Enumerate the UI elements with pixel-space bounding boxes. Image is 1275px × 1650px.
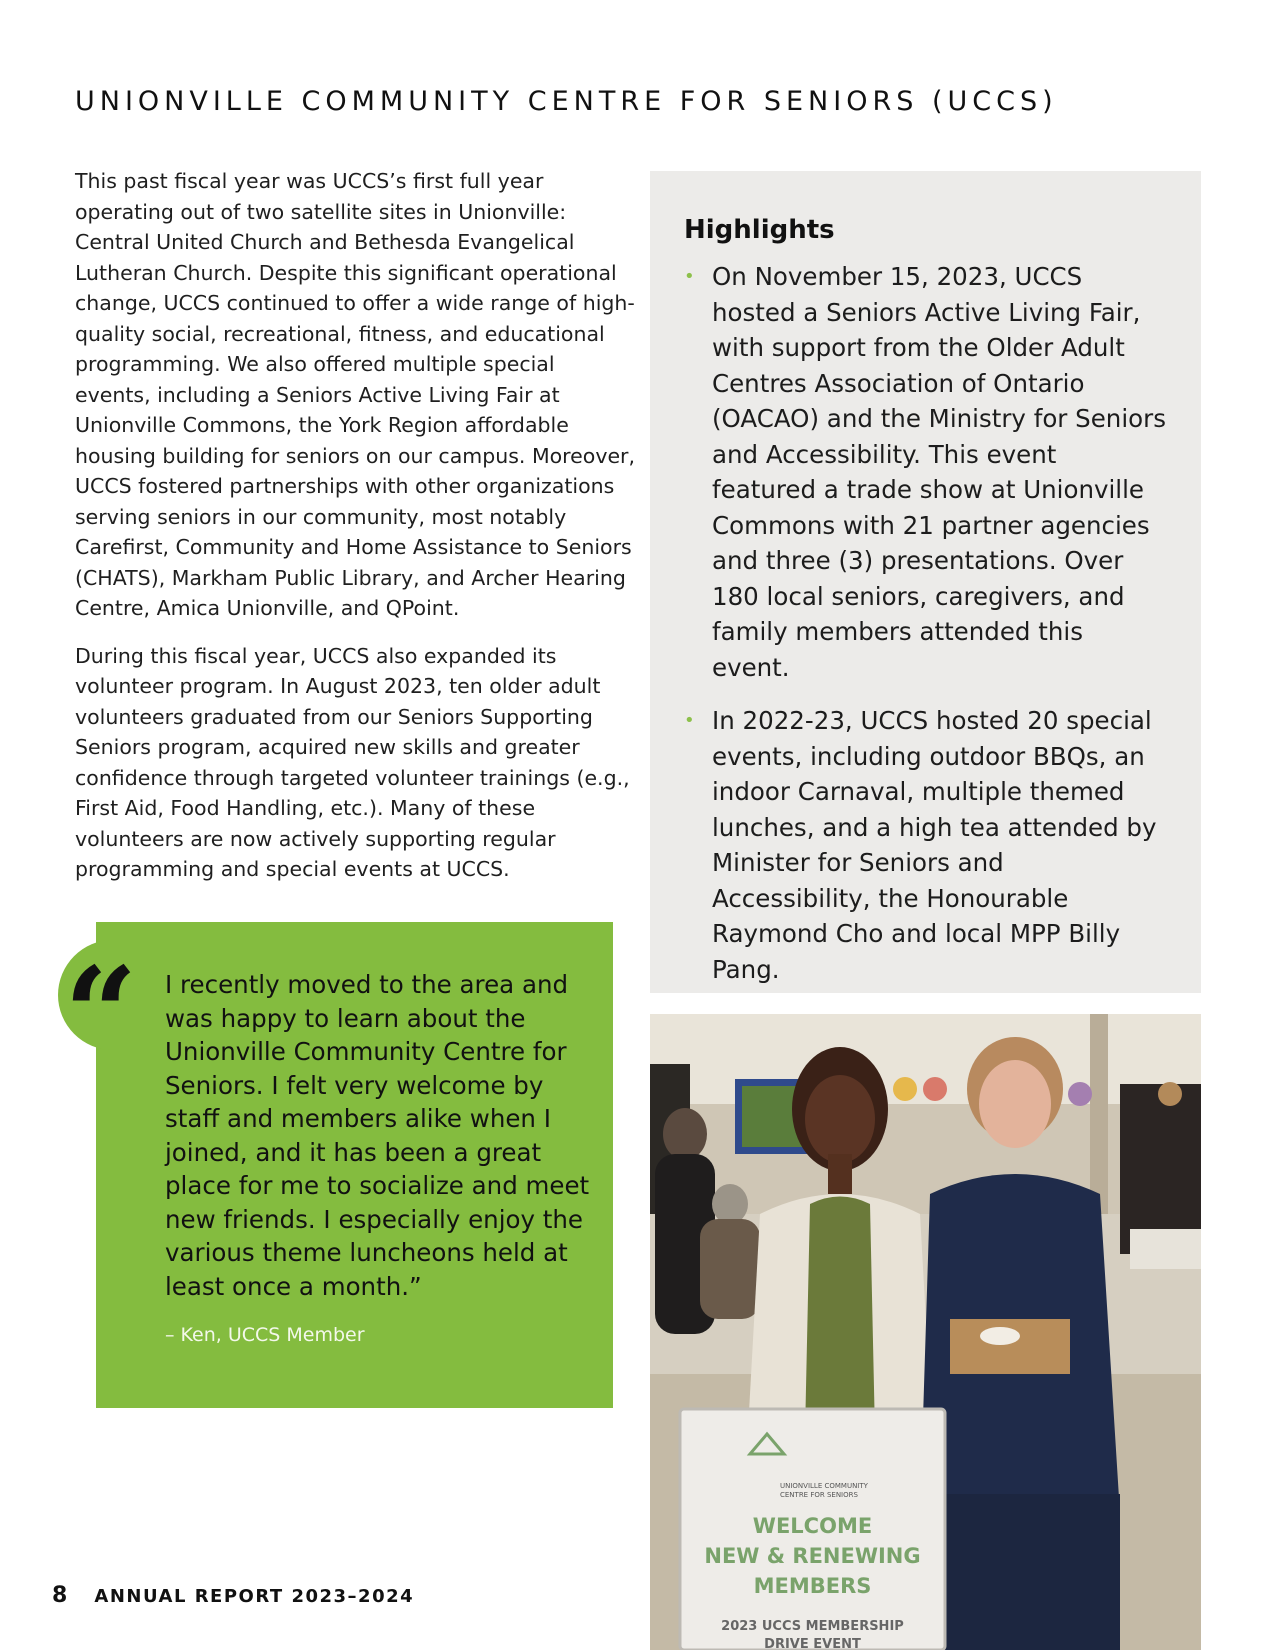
testimonial-attribution: – Ken, UCCS Member bbox=[165, 1324, 365, 1346]
sign-welcome: WELCOME bbox=[752, 1514, 873, 1538]
highlights-panel bbox=[650, 171, 1201, 993]
sign-logo-text: CENTRE FOR SENIORS bbox=[780, 1491, 858, 1499]
event-photo bbox=[650, 1014, 1201, 1650]
highlight-item bbox=[684, 703, 1167, 987]
bullet-icon: • bbox=[684, 710, 695, 731]
sign-new-renewing: NEW & RENEWING bbox=[704, 1544, 921, 1568]
page-footer bbox=[52, 1583, 414, 1608]
intro-paragraph: During this fiscal year, UCCS also expanded its volunteer program. In August 2023, ten older adult volunteers graduated from our Seniors Supporting Seniors program, acquired new skills and greater confidence through targeted volunteer trainings (e.g., First Aid, Food Handling, etc.). Many of these volunteers are now actively supporting regular programming and special events at UCCS. bbox=[75, 643, 630, 881]
sign-event: 2023 UCCS MEMBERSHIP bbox=[721, 1619, 904, 1634]
highlight-text: On November 15, 2023, UCCS hosted a Seniors Active Living Fair, with support from the Older Adult Centres Association of Ontario (OACAO) and the Ministry for Seniors and Accessibility. This event featured a trade show at Unionville Commons with 21 partner agencies and three (3) presentations. Over 180 local seniors, caregivers, and family members attended this event. bbox=[712, 262, 1166, 682]
highlight-text: In 2022-23, UCCS hosted 20 special events, including outdoor BBQs, an indoor Carnaval, multiple themed lunches, and a high tea attended by Minister for Seniors and Accessibility, the Honourable Raymond Cho and local MPP Billy Pang. bbox=[712, 706, 1157, 984]
intro-text bbox=[75, 166, 635, 902]
intro-paragraph: This past fiscal year was UCCS’s first full year operating out of two satellite sites in Unionville: Central United Church and Bethesda Evangelical Lutheran Church. Despite this significant operational change, UCCS continued to offer a wide range of high-quality social, recreational, fitness, and educational programming. We also offered multiple special events, including a Seniors Active Living Fair at Unionville Commons, the York Region affordable housing building for seniors on our campus. Moreover, UCCS fostered partnerships with other organizations serving seniors in our community, most notably Carefirst, Community and Home Assistance to Seniors (CHATS), Markham Public Library, and Archer Hearing Centre, Amica Unionville, and QPoint. bbox=[75, 169, 636, 620]
footer-label: ANNUAL REPORT 2023–2024 bbox=[94, 1586, 415, 1607]
quote-mark-icon: “ bbox=[64, 940, 132, 1090]
page-number: 8 bbox=[52, 1583, 68, 1608]
highlights-list bbox=[684, 259, 1167, 987]
bullet-icon: • bbox=[684, 266, 695, 287]
highlight-item bbox=[684, 259, 1167, 685]
highlights-heading: Highlights bbox=[684, 215, 835, 245]
sign-logo-text: UNIONVILLE COMMUNITY bbox=[780, 1482, 868, 1490]
sign-event: DRIVE EVENT bbox=[764, 1637, 861, 1650]
page-title: UNIONVILLE COMMUNITY CENTRE FOR SENIORS (UCCS) bbox=[75, 86, 1058, 117]
sign-members: MEMBERS bbox=[753, 1574, 872, 1598]
testimonial-text: I recently moved to the area and was happy to learn about the Unionville Community Centre for Seniors. I felt very welcome by staff and members alike when I joined, and it has been a great place for me to socialize and meet new friends. I especially enjoy the various theme luncheons held at least once a month.” bbox=[165, 970, 590, 1301]
